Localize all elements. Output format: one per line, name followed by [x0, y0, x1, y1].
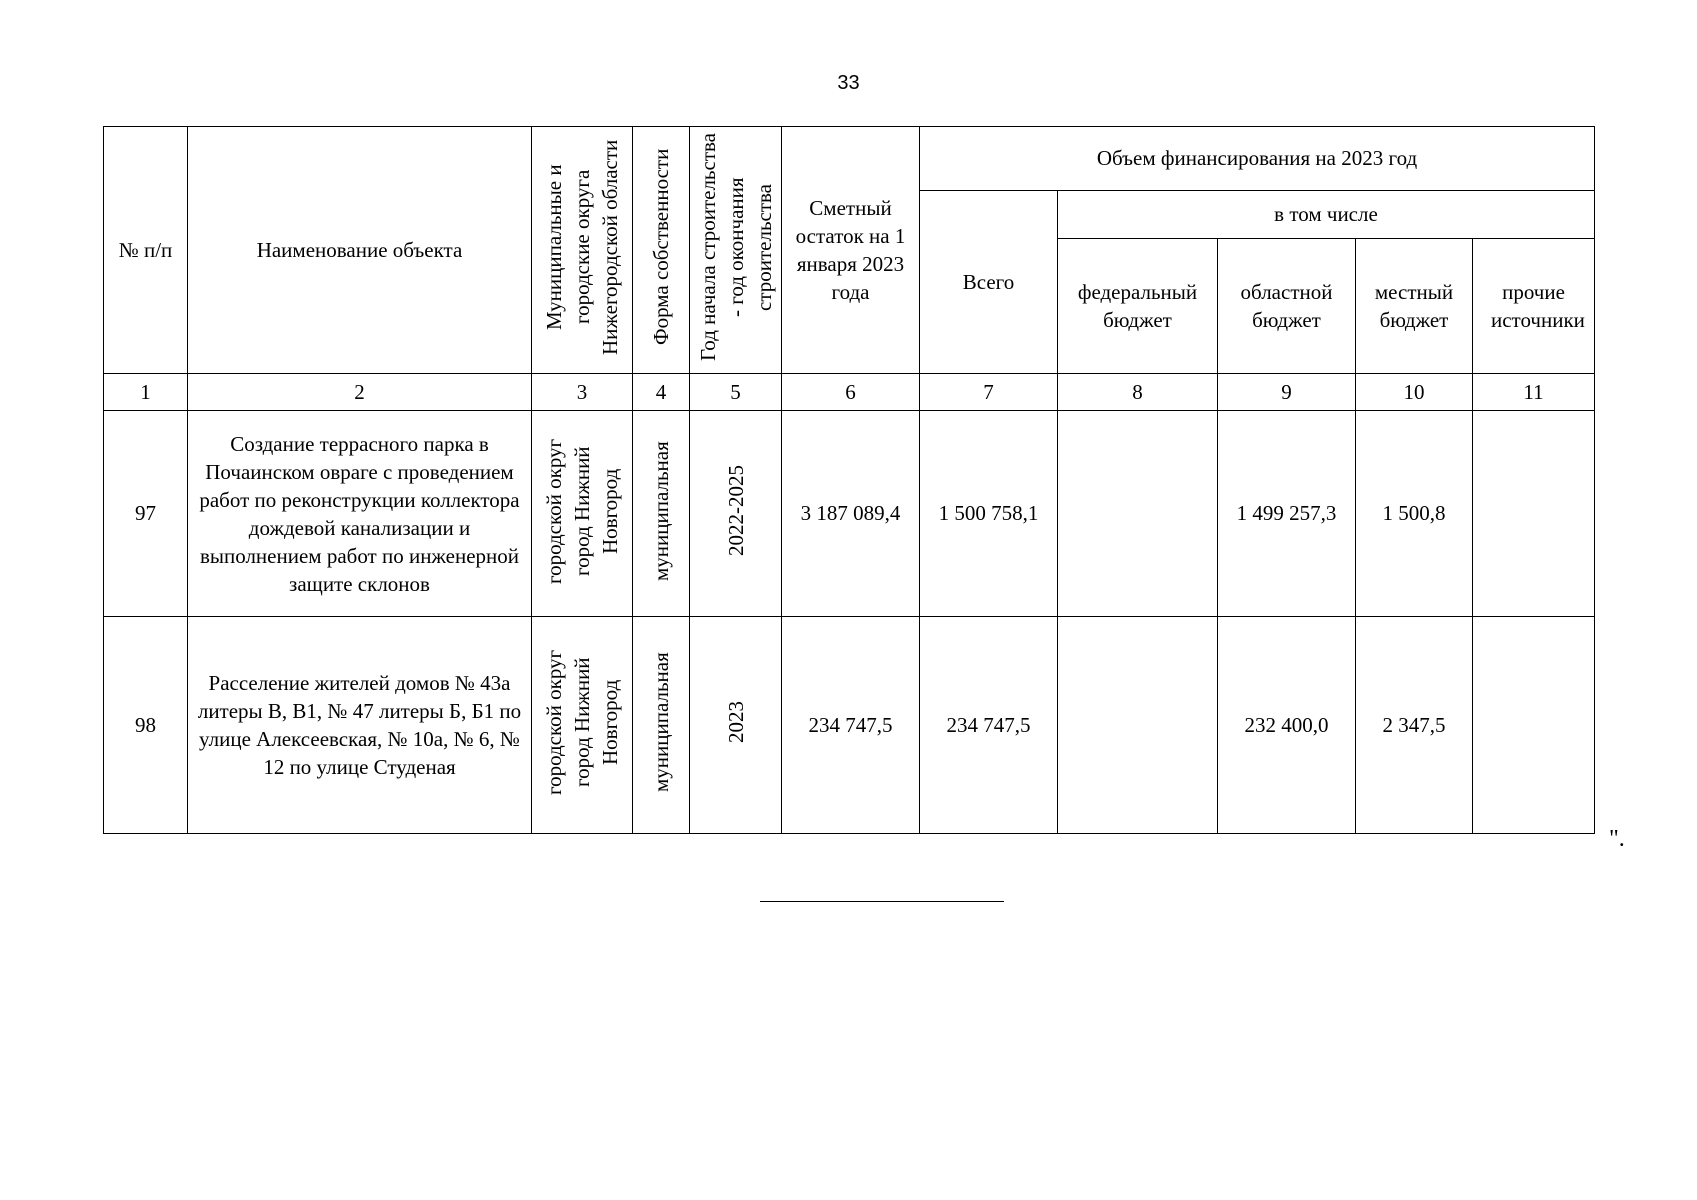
- end-rule: [760, 901, 1004, 902]
- row-no: 97: [104, 411, 188, 617]
- column-number: 10: [1356, 374, 1473, 411]
- municipality-cell: [532, 617, 633, 834]
- regional-value: 232 400,0: [1218, 617, 1356, 834]
- column-number: 11: [1473, 374, 1595, 411]
- regional-value: 1 499 257,3: [1218, 411, 1356, 617]
- column-number: 9: [1218, 374, 1356, 411]
- column-number-row: [104, 374, 1595, 411]
- column-number: 4: [633, 374, 690, 411]
- balance-value: 234 747,5: [782, 617, 920, 834]
- header-balance: Сметный остаток на 1 января 2023 года: [782, 127, 920, 374]
- table-row: [104, 617, 1595, 834]
- header-years-text: Год начала строительства - год окончания строительства: [695, 133, 776, 361]
- header-years: [690, 127, 782, 374]
- header-including: в том числе: [1058, 191, 1595, 239]
- total-value: 234 747,5: [920, 617, 1058, 834]
- years-cell: [690, 411, 782, 617]
- local-value: 2 347,5: [1356, 617, 1473, 834]
- closing-quote: ".: [1609, 826, 1625, 852]
- object-name: Расселение жителей домов № 43а литеры В, В1, № 47 литеры Б, Б1 по улице Алексеевская, № 10а, № 6, № 12 по улице Студеная: [188, 617, 532, 834]
- column-number: 1: [104, 374, 188, 411]
- column-number: 5: [690, 374, 782, 411]
- row-no: 98: [104, 617, 188, 834]
- header-no: № п/п: [104, 127, 188, 374]
- header-row-1: [104, 127, 1595, 191]
- other-value: [1473, 411, 1595, 617]
- header-name: Наименование объекта: [188, 127, 532, 374]
- header-federal: федеральный бюджет: [1058, 239, 1218, 374]
- federal-value: [1058, 617, 1218, 834]
- header-regional: областной бюджет: [1218, 239, 1356, 374]
- financing-table: [103, 126, 1595, 834]
- ownership-cell: [633, 617, 690, 834]
- ownership-cell: [633, 411, 690, 617]
- years-text: 2022-2025: [723, 465, 748, 556]
- balance-value: 3 187 089,4: [782, 411, 920, 617]
- header-municipality-text: Муниципальные и городские округа Нижегородской области: [542, 139, 622, 355]
- column-number: 8: [1058, 374, 1218, 411]
- federal-value: [1058, 411, 1218, 617]
- years-cell: [690, 617, 782, 834]
- municipality-text: городской округ город Нижний Новгород: [542, 649, 622, 795]
- page-number: 33: [837, 72, 860, 94]
- ownership-text: муниципальная: [649, 440, 673, 581]
- header-financing: Объем финансирования на 2023 год: [920, 127, 1595, 191]
- years-text: 2023: [723, 701, 748, 743]
- column-number: 7: [920, 374, 1058, 411]
- ownership-text: муниципальная: [649, 652, 673, 792]
- other-value: [1473, 617, 1595, 834]
- header-ownership: [633, 127, 690, 374]
- column-number: 3: [532, 374, 633, 411]
- column-number: 6: [782, 374, 920, 411]
- column-number: 2: [188, 374, 532, 411]
- local-value: 1 500,8: [1356, 411, 1473, 617]
- header-local: местный бюджет: [1356, 239, 1473, 374]
- header-total: Всего: [920, 191, 1058, 374]
- total-value: 1 500 758,1: [920, 411, 1058, 617]
- header-ownership-text: Форма собственности: [649, 148, 673, 346]
- header-municipality: [532, 127, 633, 374]
- municipality-text: городской округ город Нижний Новгород: [542, 437, 622, 584]
- object-name: Создание террасного парка в Почаинском овраге с проведением работ по реконструкции коллектора дождевой канализации и выполнением работ по инженерной защите склонов: [188, 411, 532, 617]
- municipality-cell: [532, 411, 633, 617]
- header-other: прочие источники: [1473, 239, 1595, 374]
- table-row: [104, 411, 1595, 617]
